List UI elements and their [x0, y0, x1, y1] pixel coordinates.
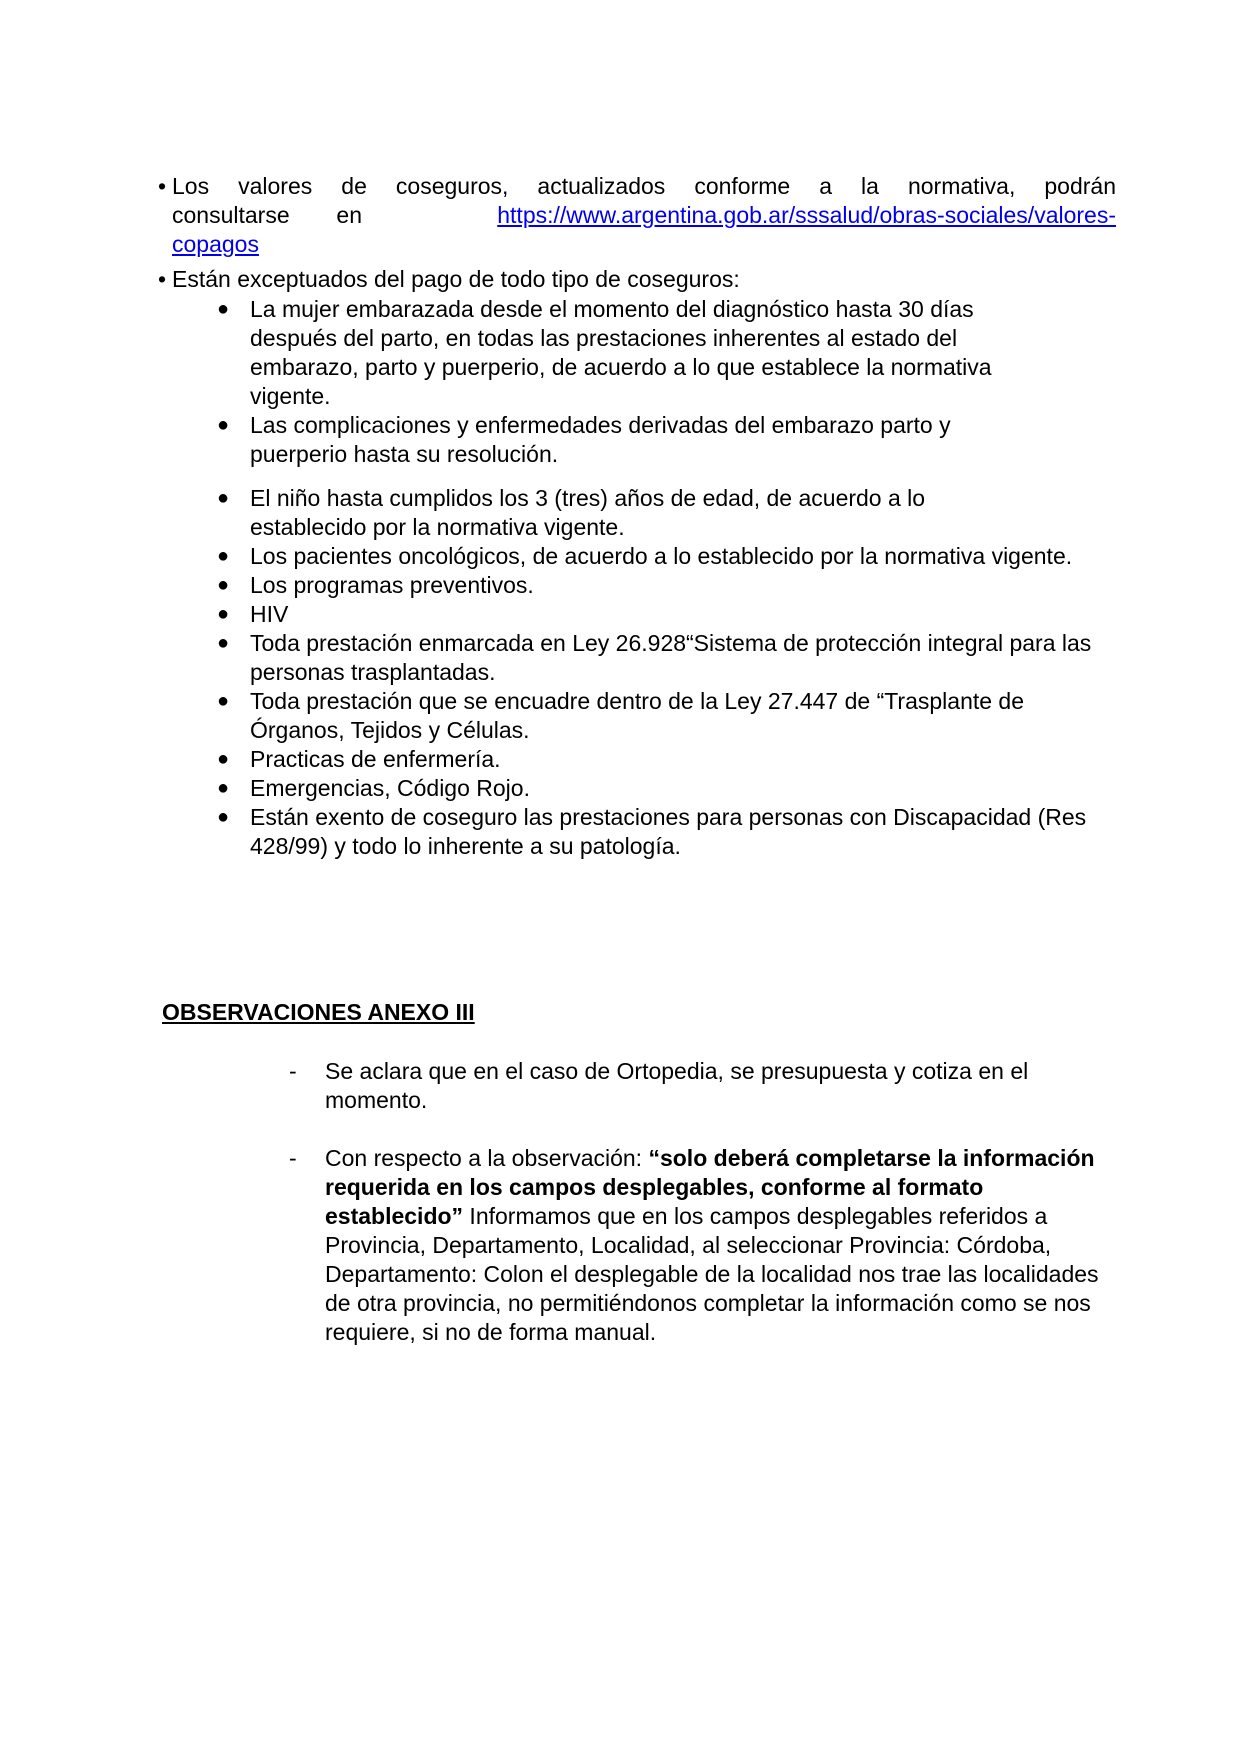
- bullet1-prefix: [172, 201, 362, 230]
- observation-prefix: Con respecto a la observación:: [325, 1145, 649, 1171]
- valores-copagos-link[interactable]: https://www.argentina.gob.ar/sssalud/obras-sociales/valores-: [497, 202, 1116, 228]
- bullet-dot: ●: [217, 777, 230, 799]
- list-item-text: El niño hasta cumplidos los 3 (tres) años de edad, de acuerdo a lo establecido por la normativa vigente.: [250, 485, 926, 540]
- prefix-word: en: [336, 202, 362, 228]
- list-item: [217, 803, 1120, 861]
- observation-quote: “solo deberá completarse la información requerida en los campos desplegables, conforme al formato establecido”: [325, 1145, 1095, 1229]
- list-item: [217, 484, 1010, 542]
- observation-rest: Informamos que en los campos desplegables referidos a Provincia, Departamento, Localidad, al seleccionar Provincia: Córdoba, Departamento: Colon el desplegable de la localidad nos trae las localidades de otra provincia, no permitiéndonos completar la información como se nos requiere, si no de forma manual.: [325, 1203, 1099, 1345]
- list-item-text: La mujer embarazada desde el momento del diagnóstico hasta 30 días después del parto, en todas las prestaciones inherentes al estado del embarazo, parto y puerperio, de acuerdo a lo que establece la normativa vigente.: [250, 296, 992, 409]
- list-item-text: Emergencias, Código Rojo.: [250, 775, 530, 801]
- section-heading: OBSERVACIONES ANEXO III: [162, 999, 475, 1025]
- list-item-text: Las complicaciones y enfermedades derivadas del embarazo parto y puerperio hasta su resolución.: [250, 412, 951, 467]
- bullet-dot: ●: [217, 574, 230, 596]
- list-item-text: Toda prestación que se encuadre dentro de la Ley 27.447 de “Trasplante de Órganos, Tejidos y Células.: [250, 688, 1025, 743]
- dash-mark: -: [289, 1145, 297, 1171]
- list-item-text: Toda prestación enmarcada en Ley 26.928“Sistema de protección integral para las personas trasplantadas.: [250, 630, 1092, 685]
- list-item: [217, 629, 1120, 687]
- list-item: [217, 600, 1110, 629]
- bullet-dot: ●: [217, 632, 230, 654]
- list-item: [217, 774, 1110, 803]
- list-item-text: HIV: [250, 601, 289, 627]
- list-item: [217, 687, 1110, 745]
- bullet-mark: •: [158, 173, 167, 199]
- bullet-dot: ●: [217, 414, 230, 436]
- observations-list: [289, 1057, 1115, 1347]
- list-item-text: Están exento de coseguro las prestaciones para personas con Discapacidad (Res 428/99) y todo lo inherente a su patología.: [250, 804, 1087, 859]
- dash-mark: -: [289, 1058, 297, 1084]
- list-item: [217, 745, 1110, 774]
- list-item: [217, 542, 1090, 571]
- bullet-dot: ●: [217, 603, 230, 625]
- bullet-dot: ●: [217, 806, 230, 828]
- bullet-dot: ●: [217, 545, 230, 567]
- list-item-text: Practicas de enfermería.: [250, 746, 501, 772]
- list-item: [217, 295, 1030, 411]
- bullet2-text: Están exceptuados del pago de todo tipo de coseguros:: [172, 266, 740, 292]
- bullet-mark: •: [158, 266, 167, 292]
- observation-text: Se aclara que en el caso de Ortopedia, se presupuesta y cotiza en el momento.: [325, 1058, 1029, 1113]
- prefix-word: consultarse: [172, 202, 290, 228]
- bullet-dot: ●: [217, 298, 230, 320]
- list-item: [217, 571, 1110, 600]
- bullet1-prefix-text: [172, 201, 362, 230]
- bullet1-line2: [172, 201, 1116, 230]
- bullet-dot: ●: [217, 487, 230, 509]
- list-item-text: Los pacientes oncológicos, de acuerdo a lo establecido por la normativa vigente.: [250, 543, 1073, 569]
- bullet1-line1: Los valores de coseguros, actualizados conforme a la normativa, podrán: [172, 173, 1116, 199]
- bullet-coseguros-values: [158, 172, 1116, 259]
- bullet-dot: ●: [217, 690, 230, 712]
- bullet-exceptuados: [158, 265, 1116, 294]
- exception-list: [217, 295, 1110, 861]
- valores-copagos-link-cont[interactable]: copagos: [172, 231, 259, 257]
- list-item: [217, 411, 1010, 469]
- observation-item: [289, 1144, 1115, 1347]
- bullet-dot: ●: [217, 748, 230, 770]
- observation-item: [289, 1057, 1105, 1115]
- list-item-text: Los programas preventivos.: [250, 572, 534, 598]
